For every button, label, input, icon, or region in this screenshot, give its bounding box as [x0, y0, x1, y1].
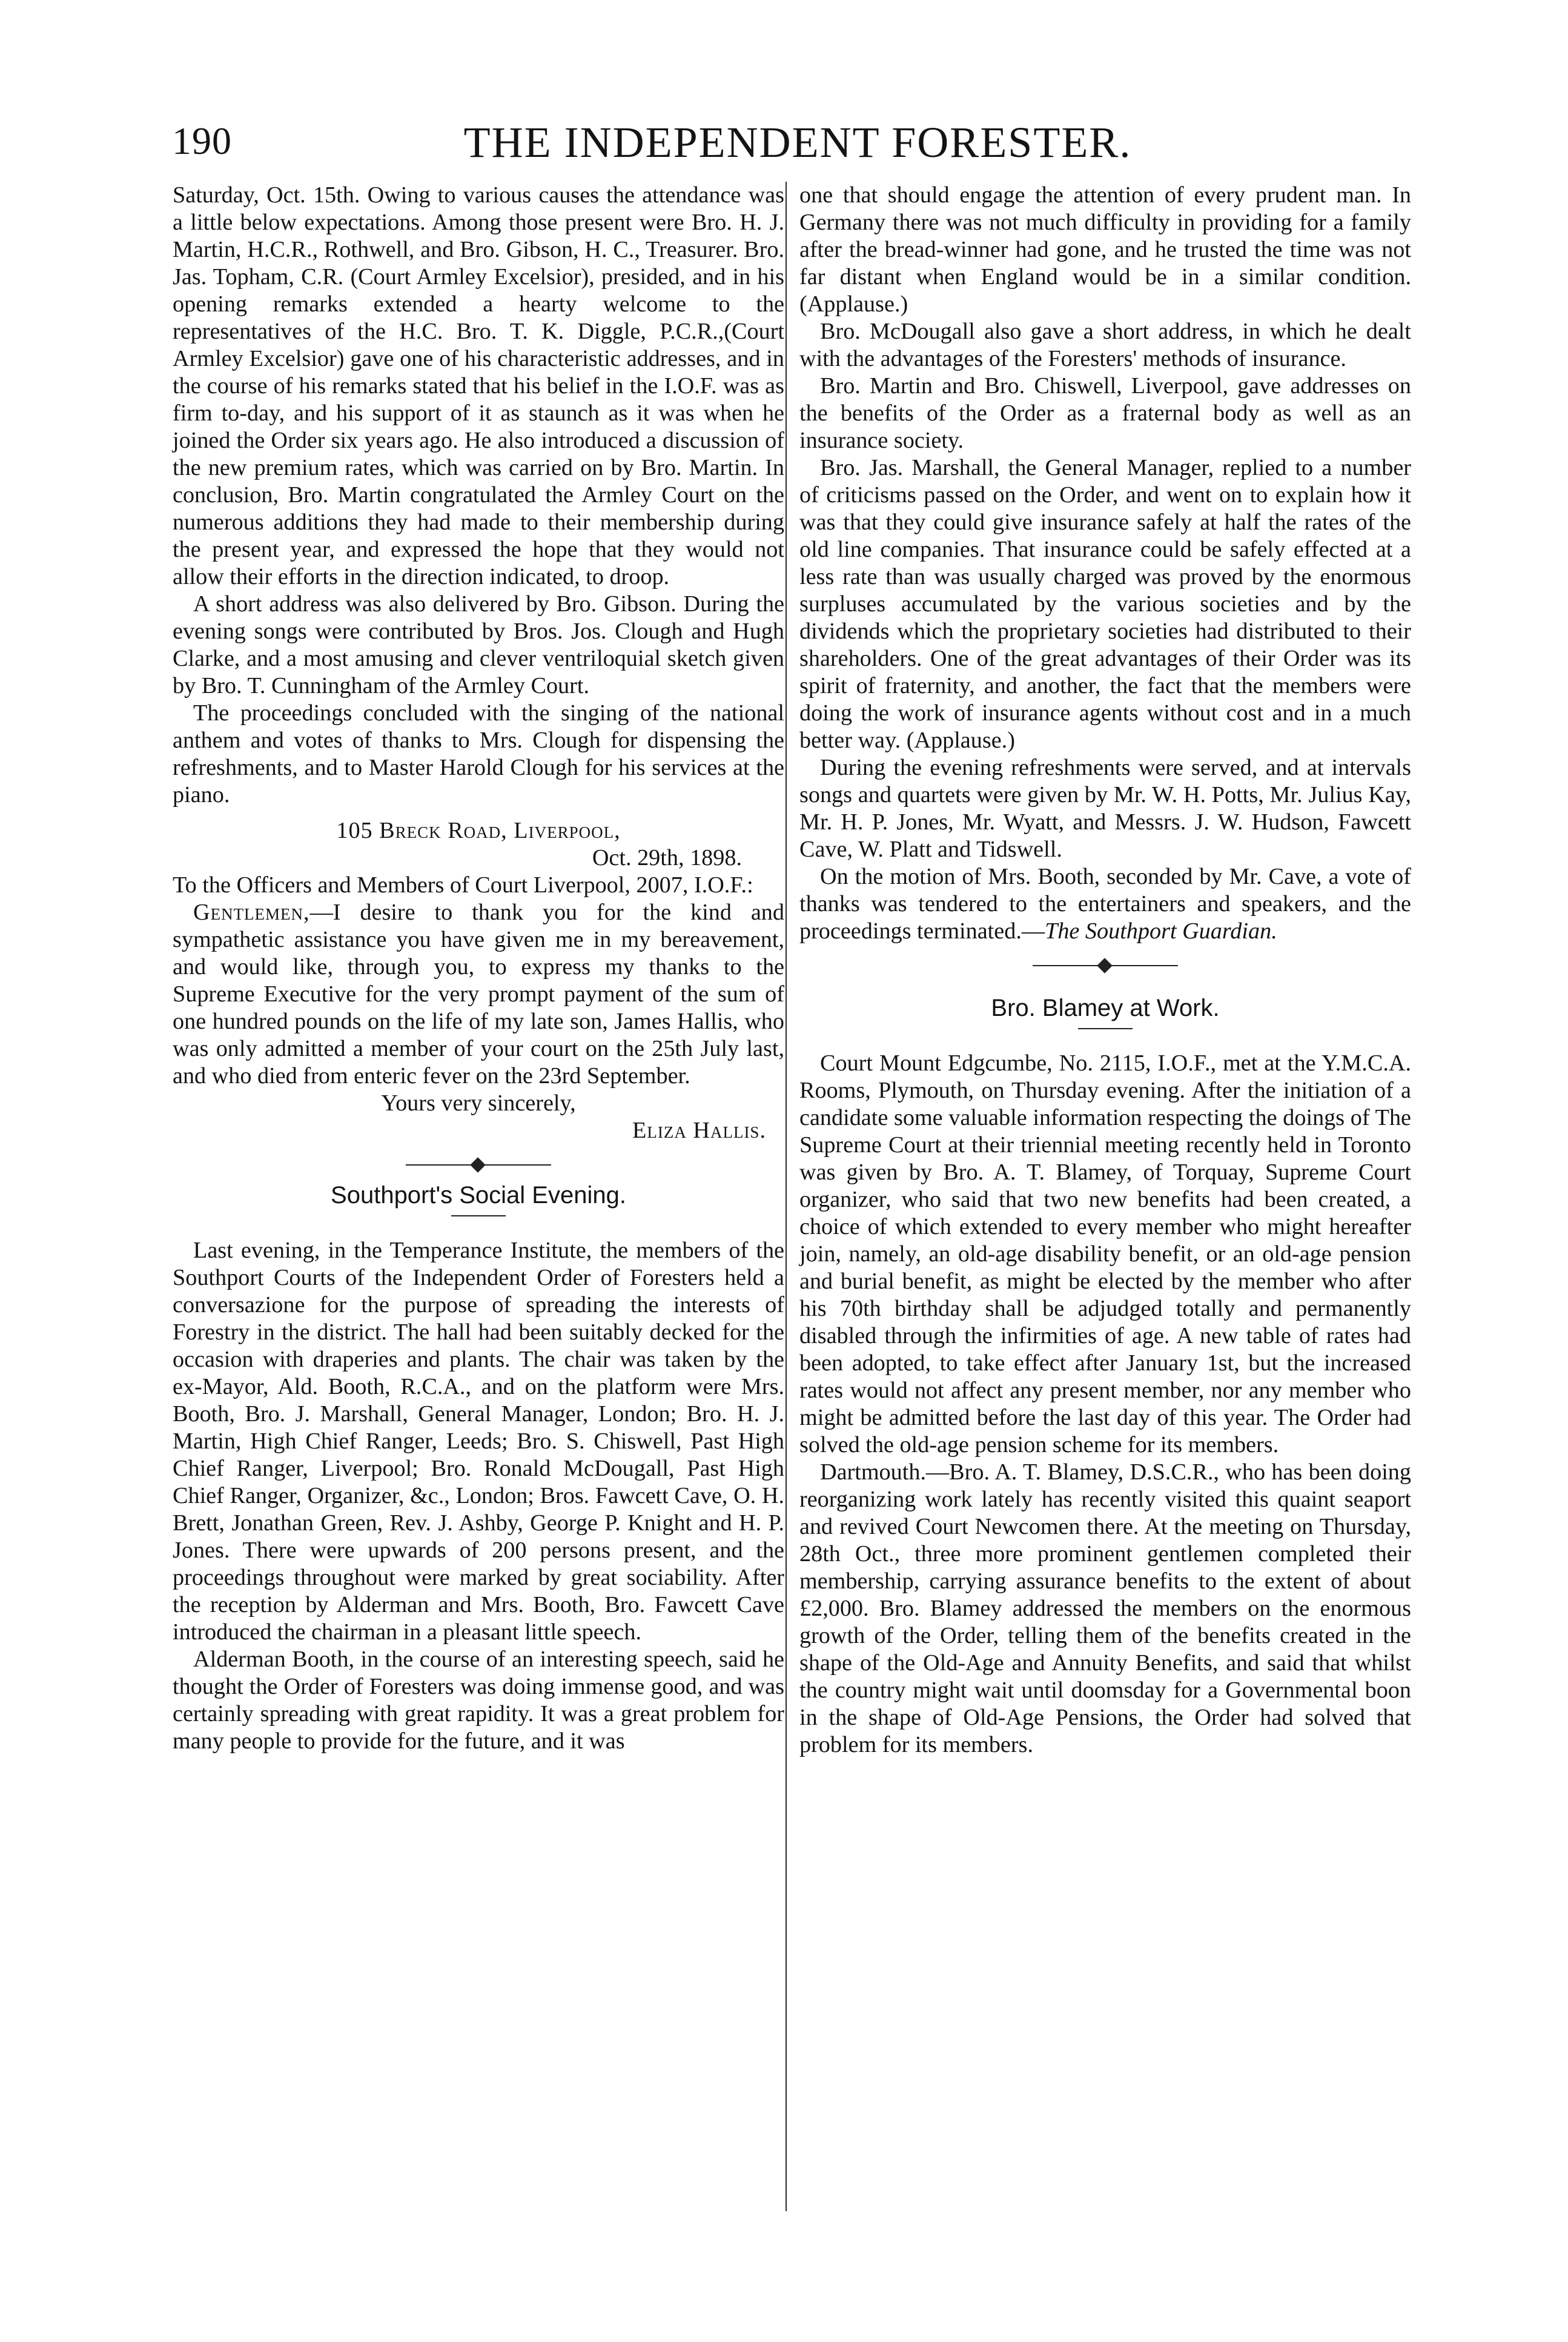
section-title-southport: Southport's Social Evening. — [331, 1182, 626, 1209]
paragraph: Bro. McDougall also gave a short address, in which he dealt with the advantages of the Foresters' methods of insurance. — [799, 319, 1411, 371]
paragraph: On the motion of Mrs. Booth, seconded by Mr. Cave, a vote of thanks was tendered to the entertainers and speakers, and the proceedings terminated.—The Southport Guardian. — [799, 864, 1411, 944]
paragraph: A short address was also delivered by Bro. Gibson. During the evening songs were contributed by Bros. Jos. Clough and Hugh Clarke, and a most amusing and clever ventriloquial sketch given by Bro. T. Cunningham of the Armley Court. — [173, 591, 784, 698]
letter-text: —I desire to thank you for the kind and sympathetic assistance you have given me in my bereavement, and would like, through you, to express my thanks to the Supreme Executive for the very prompt payment of the sum of one hundred pounds on the life of my late son, James Hallis, who was only admitted a member of your court on the 25th July last, and who died from enteric fever on the 23rd September. — [173, 900, 784, 1089]
ornamental-divider — [406, 1159, 551, 1171]
column-divider — [786, 182, 787, 2211]
paragraph: During the evening refreshments were served, and at intervals songs and quartets were given by Mr. W. H. Potts, Mr. Julius Kay, Mr. H. P. Jones, Mr. Wyatt, and Messrs. J. W. Hudson, Fawcett Cave, W. Platt and Tidswell. — [799, 755, 1411, 862]
paragraph: Dartmouth.—Bro. A. T. Blamey, D.S.C.R., who has been doing reorganizing work lately has recently visited this quaint seaport and revived Court Newcomen there. At the meeting on Thursday, 28th Oct., three more prominent gentlemen completed their membership, carrying assurance benefits to the extent of about £2,000. Bro. Blamey addressed the members on the enormous growth of the Order, telling them of the benefits created in the shape of the Old-Age and Annuity Benefits, and said that whilst the country might wait until doomsday for a Governmental boon in the shape of Old-Age Pensions, the Order had solved that problem for its members. — [799, 1459, 1411, 1757]
paragraph: The proceedings concluded with the singing of the national anthem and votes of thanks to Mrs. Clough for dispensing the refreshments, and to Master Harold Clough for his services at the piano. — [173, 700, 784, 808]
section-title-blamey: Bro. Blamey at Work. — [991, 995, 1220, 1021]
paragraph: Last evening, in the Temperance Institute, the members of the Southport Courts of the Independent Order of Foresters held a conversazione for the purpose of spreading the interests of Forestry in the district. The hall had been suitably decked for the occasion with draperies and plants. The chair was taken by the ex-Mayor, Ald. Booth, R.C.A., and on the platform were Mrs. Booth, Bro. J. Marshall, General Manager, London; Bro. H. J. Martin, High Chief Ranger, Leeds; Bro. S. Chiswell, Past High Chief Ranger, Liverpool; Bro. Ronald McDougall, Past High Chief Ranger, Organizer, &c., London; Bros. Fawcett Cave, O. H. Brett, Jonathan Green, Rev. J. Ashby, George P. Knight and H. P. Jones. There were upwards of 200 persons present, and the proceedings throughout were marked by great sociability. After the reception by Alderman and Mrs. Booth, Bro. Fawcett Cave introduced the chairman in a pleasant little speech. — [173, 1238, 784, 1645]
letter-recipient: To the Officers and Members of Court Liverpool, 2007, I.O.F.: — [173, 872, 753, 898]
paragraph: one that should engage the attention of every prudent man. In Germany there was not much difficulty in providing for a family after the bread-winner had gone, and he trusted the time was not far distant when England would be in a similar condition. (Applause.) — [799, 182, 1411, 317]
letter-date: Oct. 29th, 1898. — [592, 845, 742, 871]
running-title: THE INDEPENDENT FORESTER. — [463, 118, 1132, 167]
spacer — [173, 809, 784, 817]
letter-salutation: Gentlemen, — [193, 900, 310, 925]
page-header — [165, 115, 1431, 182]
paragraph: Court Mount Edgcumbe, No. 2115, I.O.F., met at the Y.M.C.A. Rooms, Plymouth, on Thursday evening. After the initiation of a candidate some valuable information respecting the doings of The Supreme Court at their triennial meeting recently held in Toronto was given by Bro. A. T. Blamey, of Torquay, Supreme Court organizer, who said that two new benefits had been created, a choice of which extended to every member who might hereafter join, namely, an old-age disability benefit, or an old-age pension and burial benefit, as might be elected by the member who after his 70th birthday shall be adjudged totally and permanently disabled through the infirmities of age. A new table of rates had been adopted, to take effect after January 1st, but the increased rates would not affect any present member, nor any member who might be admitted before the last day of this year. The Order had solved the old-age pension scheme for its members. — [799, 1050, 1411, 1458]
letter-body — [173, 899, 784, 1090]
spacer — [799, 983, 1411, 991]
paragraph: Alderman Booth, in the course of an interesting speech, said he thought the Order of Foresters was doing immense good, and was certainly spreading with great rapidity. It was a great problem for many people to provide for the future, and it was — [173, 1647, 784, 1754]
source-attribution: The Southport Guardian. — [1045, 918, 1277, 944]
short-rule — [451, 1215, 506, 1216]
paragraph: Bro. Martin and Bro. Chiswell, Liverpool, gave addresses on the benefits of the Order as a fraternal body as well as an insurance society. — [799, 373, 1411, 453]
left-column — [173, 182, 784, 1755]
page-number: 190 — [172, 119, 232, 162]
right-column — [799, 182, 1411, 1759]
paragraph: Saturday, Oct. 15th. Owing to various causes the attendance was a little below expectations. Among those present were Bro. H. J. Martin, H.C.R., Rothwell, and Bro. Gibson, H. C., Treasurer. Bro. Jas. Topham, C.R. (Court Armley Excelsior), presided, and in his opening remarks extended a hearty welcome to the representatives of the H.C. Bro. T. K. Diggle, P.C.R.,(Court Armley Excelsior) gave one of his characteristic addresses, and in the course of his remarks stated that his belief in the I.O.F. was as firm to-day, and his support of it as staunch as it was when he joined the Order six years ago. He also introduced a discussion of the new premium rates, which was carried on by Bro. Martin. In conclusion, Bro. Martin congratulated the Armley Court on the numerous additions they had made to their membership during the present year, and expressed the hope that they would not allow their efforts in the direction indicated, to droop. — [173, 182, 784, 589]
letter-closing: Yours very sincerely, — [381, 1090, 576, 1116]
paragraph: Bro. Jas. Marshall, the General Manager, replied to a number of criticisms passed on the Order, and went on to explain how it was that they could give insurance safely at half the rates of the old line companies. That insurance could be safely effected at a less rate than was usually charged was proved by the enormous surpluses accumulated by the various societies and by the dividends which the proprietary societies had distributed to their shareholders. One of the great advantages of their Order was its spirit of fraternity, and another, the fact that the members were doing the work of insurance agents without cost and in a much better way. (Applause.) — [799, 455, 1411, 753]
short-rule — [1078, 1028, 1133, 1029]
letter-address: 105 Breck Road, Liverpool, — [336, 818, 621, 843]
ornamental-divider — [1033, 960, 1178, 972]
letter-signature: Eliza Hallis. — [632, 1118, 766, 1143]
